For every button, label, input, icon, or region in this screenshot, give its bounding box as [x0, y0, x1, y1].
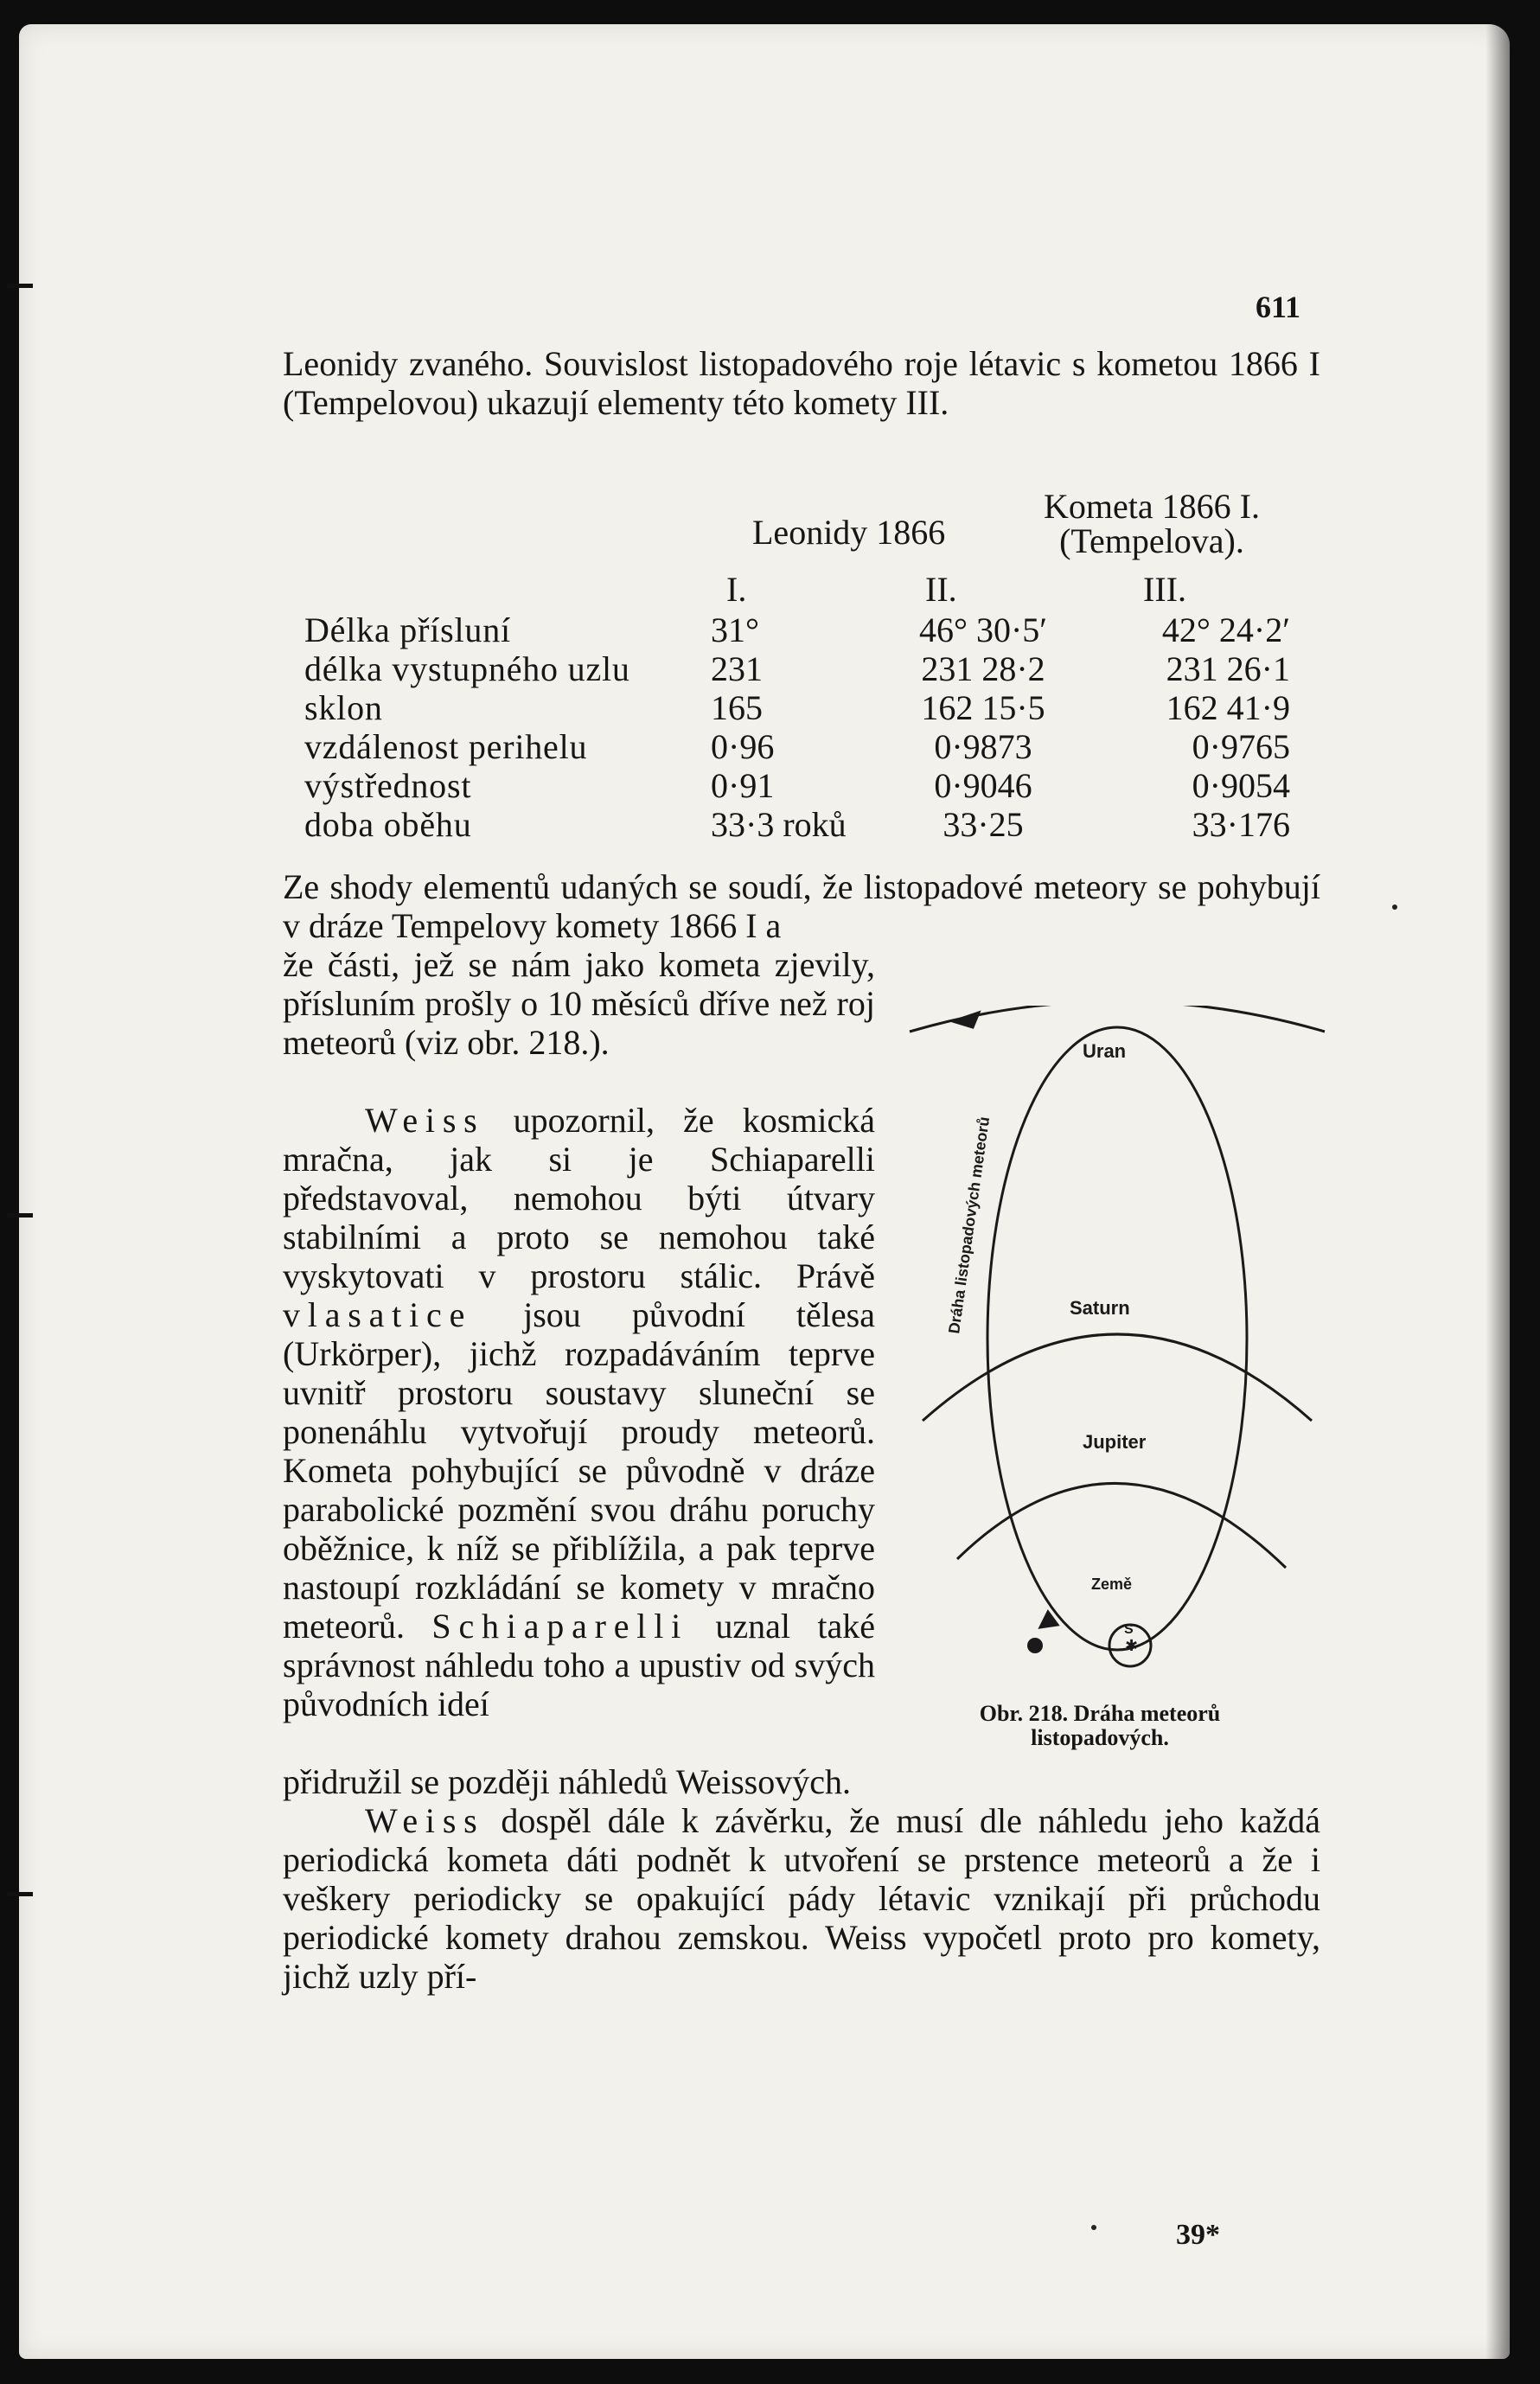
- paragraph-weiss-dospel: [283, 1801, 1320, 1996]
- paragraph-shoda-narrow: že části, jež se nám jako kometa zjevily, přísluním prošly o 10 měsíců dříve než roj meteorů (viz obr. 218.).: [283, 945, 875, 1062]
- saturn-orbit: [923, 1334, 1312, 1421]
- row-label: doba oběhu: [304, 805, 472, 844]
- table-row: [304, 766, 1290, 805]
- cell-leonidy-1: 0·91: [711, 766, 775, 805]
- table-header-kometa: [1044, 489, 1260, 559]
- speck: [1392, 904, 1397, 910]
- table-row: [304, 805, 1290, 844]
- label-orbit: Dráha listopadových meteorů: [945, 1115, 994, 1335]
- cell-leonidy-2: 162 15·5: [921, 688, 1045, 727]
- row-label: Délka přísluní: [304, 610, 511, 649]
- paragraph-weiss-text-1: upozornil, že kosmická mračna, jak si je Schiaparelli představoval, nemohou býti útvary stabilními a proto se nemohou také vyskytovati v prostoru stálic. Právě: [283, 1101, 875, 1295]
- cell-leonidy-1: 0·96: [711, 727, 775, 766]
- cell-leonidy-2: 0·9046: [934, 766, 1032, 805]
- row-label: sklon: [304, 688, 383, 727]
- cell-leonidy-2: 231 28·2: [921, 649, 1045, 688]
- speck: [1091, 2225, 1096, 2230]
- intro-paragraph: Leonidy zvaného. Souvislost listopadového roje létavic s kometou 1866 I (Tempelovou) ukazují elementy této komety III.: [283, 344, 1320, 422]
- column-number-2: II.: [925, 570, 957, 609]
- cell-leonidy-2: 46° 30·5′: [918, 610, 1048, 649]
- cell-kometa: 231 26·1: [1166, 649, 1290, 688]
- orbit-arrow-icon: [953, 1013, 979, 1027]
- table-row: [304, 727, 1290, 766]
- figure-caption-line1: Obr. 218. Dráha meteorů: [979, 1701, 1221, 1726]
- label-jupiter: Jupiter: [1083, 1431, 1147, 1453]
- name-weiss: Weiss: [365, 1101, 485, 1140]
- row-label: délka vystupného uzlu: [304, 649, 630, 688]
- binding-mark: [7, 1892, 33, 1896]
- table-header-kometa-line2: (Tempelova).: [1059, 521, 1244, 560]
- orbital-elements-table: [304, 610, 1290, 844]
- cell-leonidy-1: 33·3 roků: [711, 805, 847, 844]
- page-number: 611: [1256, 290, 1301, 324]
- row-label: vzdálenost perihelu: [304, 727, 588, 766]
- label-sun: S: [1124, 1622, 1134, 1637]
- label-uran: Uran: [1083, 1040, 1127, 1062]
- term-vlasatice: vlasatice: [283, 1295, 473, 1334]
- column-number-3: III.: [1143, 570, 1186, 609]
- cell-leonidy-2: 33·25: [943, 805, 1024, 844]
- sun-icon: ✱: [1125, 1637, 1139, 1655]
- table-row: [304, 610, 1290, 649]
- cell-leonidy-2: 0·9873: [934, 727, 1032, 766]
- binding-mark: [7, 284, 33, 288]
- paragraph-weiss-tail: přidružil se později náhledů Weissových.: [283, 1762, 851, 1801]
- comet-head-icon: [1027, 1638, 1043, 1653]
- paragraph-weiss-text-2: jsou původní tělesa (Urkörper), jichž rozpadáváním teprve uvnitř prostoru soustavy sluneční se ponenáhlu vytvořují proudy meteorů. Kometa pohybující se původně v dráze parabolické pozmění svou dráhu poruchy oběžnice, k níž se přiblížila, a pak teprve nastoupí rozkládání se komety v mračno meteorů.: [283, 1295, 875, 1646]
- name-weiss: Weiss: [365, 1801, 485, 1840]
- meteor-orbit-ellipse: [987, 1027, 1247, 1650]
- cell-kometa: 162 41·9: [1166, 688, 1290, 727]
- figure-caption: [927, 1702, 1273, 1750]
- table-row: [304, 649, 1290, 688]
- label-zeme: Země: [1091, 1575, 1133, 1593]
- paragraph-weiss-dospel-text: dospěl dále k závěrku, že musí dle náhledu jeho každá periodická kometa dáti podnět k utvoření se prstence meteorů a že i veškery periodicky se opakující pády létavic vznikají při průchodu periodické komety drahou zemskou. Weiss vypočetl proto pro komety, jichž uzly pří-: [283, 1801, 1320, 1996]
- column-number-1: I.: [726, 570, 747, 609]
- cell-kometa: 0·9765: [1192, 727, 1290, 766]
- signature-mark: 39*: [1176, 2219, 1220, 2251]
- paragraph-weiss: [283, 1101, 875, 1723]
- row-label: výstřednost: [304, 766, 472, 805]
- cell-leonidy-1: 165: [711, 688, 763, 727]
- cell-kometa: 33·176: [1192, 805, 1290, 844]
- binding-mark: [7, 1213, 33, 1218]
- table-row: [304, 688, 1290, 727]
- cell-leonidy-1: 231: [711, 649, 763, 688]
- book-page: [19, 24, 1510, 2359]
- cell-leonidy-1: 31°: [711, 610, 759, 649]
- figure-caption-line2: listopadových.: [1031, 1725, 1169, 1750]
- paragraph-shoda-full: Ze shody elementů udaných se soudí, že listopadové meteory se pohybují v dráze Tempelovy komety 1866 I a: [283, 867, 1320, 945]
- cell-kometa: 0·9054: [1192, 766, 1290, 805]
- label-saturn: Saturn: [1070, 1297, 1130, 1319]
- table-header-leonidy: Leonidy 1866: [752, 513, 946, 552]
- paragraph-weiss-text-3: uznal také správnost náhledu toho a upustiv od svých původních ideí: [283, 1607, 875, 1723]
- meteor-swarm-icon: [1040, 1612, 1058, 1627]
- name-schiaparelli: Schiaparelli: [431, 1607, 689, 1646]
- page-edge-shadow: [1486, 24, 1510, 2359]
- meteor-orbit-figure: [905, 1006, 1329, 1715]
- table-header-kometa-line1: Kometa 1866 I.: [1044, 487, 1260, 526]
- cell-kometa: 42° 24·2′: [1161, 610, 1290, 649]
